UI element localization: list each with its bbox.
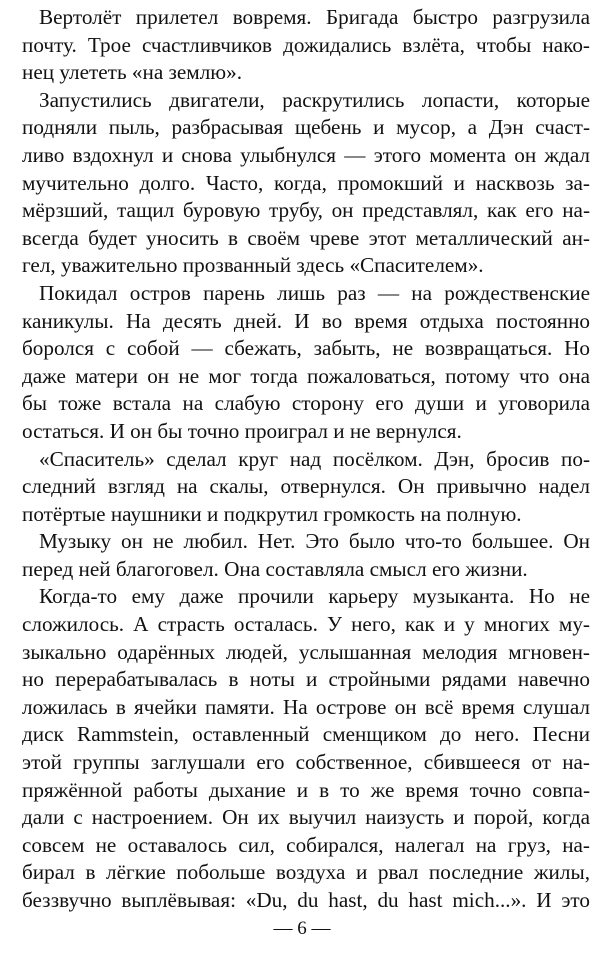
- text-line: этой группы заглушали его собственное, сбившееся от на-: [22, 750, 590, 775]
- book-page: [22, 4, 590, 915]
- text-line: сложилось. А страсть осталась. У него, как и у многих му-: [22, 612, 590, 637]
- paragraph-4: [22, 446, 590, 529]
- paragraph-1: [22, 4, 590, 87]
- page-number: — 6 —: [273, 918, 331, 939]
- text-line: гел, уважительно прозванный здесь «Спасителем».: [22, 253, 484, 278]
- text-line: боролся с собой — сбежать, забыть, не возвращаться. Но: [22, 336, 590, 361]
- text-line: ложилась в ячейки памяти. На острове он всё время слушал: [22, 694, 590, 719]
- text-line: Музыку он не любил. Нет. Это было что-то большее. Он: [39, 529, 590, 554]
- text-line: диск Rammstein, оставленный сменщиком до него. Песни: [22, 722, 590, 747]
- text-line: ливо вздохнул и снова улыбнулся — этого момента он ждал: [22, 142, 590, 167]
- text-line: мёрзший, тащил буровую трубу, он представлял, как его на-: [22, 198, 590, 223]
- text-line: «Спаситель» сделал круг над посёлком. Дэн, бросив по-: [39, 446, 590, 471]
- text-line: Когда-то ему даже прочили карьеру музыканта. Но не: [39, 584, 590, 609]
- paragraph-3: [22, 280, 590, 446]
- text-line: потёртые наушники и подкрутил громкость на полную.: [22, 501, 522, 526]
- text-line: следний взгляд на скалы, отвернулся. Он привычно надел: [22, 474, 590, 499]
- text-line: каникулы. На десять дней. И во время отдыха постоянно: [22, 308, 590, 333]
- text-line: остаться. И он бы точно проиграл и не вернулся.: [22, 418, 462, 443]
- paragraph-5: [22, 528, 590, 583]
- text-line: бы тоже встала на слабую сторону его души и уговорила: [22, 391, 590, 416]
- text-line: подняли пыль, разбрасывая щебень и мусор, а Дэн счаст-: [22, 115, 590, 140]
- paragraph-6: [22, 583, 590, 914]
- text-line: мучительно долго. Часто, когда, промокший и насквозь за-: [22, 170, 590, 195]
- text-line: всегда будет уносить в своём чреве этот металлический ан-: [22, 225, 590, 250]
- text-line: зыкально одарённых людей, услышанная мелодия мгновен-: [22, 639, 590, 664]
- text-line: но перерабатывалась в ноты и стройными рядами навечно: [22, 667, 590, 692]
- paragraph-2: [22, 87, 590, 280]
- text-line: пряжённой работы дыхание и в то же время точно совпа-: [22, 777, 590, 802]
- text-line: дали с настроением. Он их выучил наизусть и порой, когда: [22, 805, 590, 830]
- text-line: беззвучно выплёвывая: «Du, du hast, du hast mich...». И это: [22, 888, 590, 912]
- text-line: даже матери он не мог тогда пожаловаться, потому что она: [22, 363, 590, 388]
- text-line: Покидал остров парень лишь раз — на рождественские: [39, 280, 590, 305]
- text-line: Запустились двигатели, раскрутились лопасти, которые: [39, 87, 590, 112]
- text-line: перед ней благоговел. Она составляла смысл его жизни.: [22, 556, 528, 581]
- text-line: Вертолёт прилетел вовремя. Бригада быстро разгрузила: [39, 5, 590, 29]
- text-line: нец улететь «на землю».: [22, 60, 243, 85]
- text-line: совсем не оставалось сил, собирался, налегал на груз, на-: [22, 832, 590, 857]
- text-line: почту. Трое счастливчиков дожидались взлёта, чтобы нако-: [22, 32, 590, 57]
- text-line: бирал в лёгкие побольше воздуха и рвал последние жилы,: [22, 860, 590, 885]
